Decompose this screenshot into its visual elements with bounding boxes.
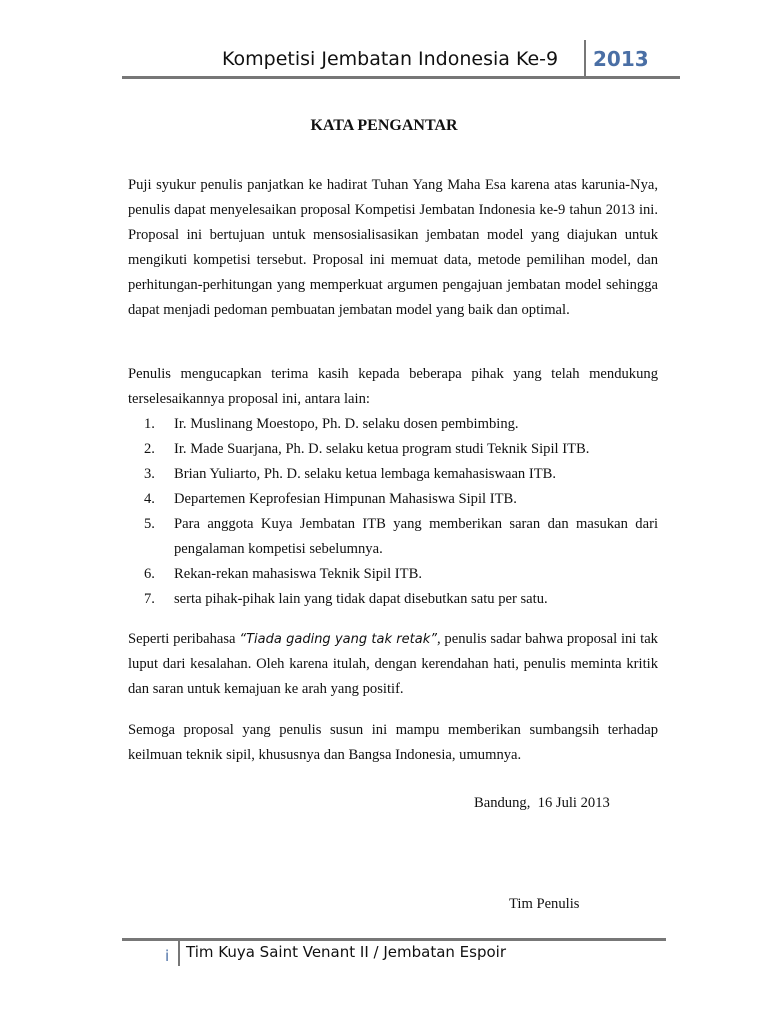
thanks-list (128, 412, 658, 612)
header-title: Kompetisi Jembatan Indonesia Ke-9 (222, 48, 559, 70)
paragraph-proverb (128, 627, 658, 702)
list-item (128, 437, 658, 462)
list-text: Departemen Keprofesian Himpunan Mahasiswa Sipil ITB. (174, 491, 517, 507)
footer-rule (122, 938, 666, 941)
list-text: Ir. Made Suarjana, Ph. D. selaku ketua program studi Teknik Sipil ITB. (174, 441, 590, 457)
proverb-lead: Seperti peribahasa (128, 631, 240, 647)
list-item (128, 587, 658, 612)
footer-separator (178, 940, 180, 966)
list-text: Ir. Muslinang Moestopo, Ph. D. selaku dosen pembimbing. (174, 416, 519, 432)
list-number: 1. (144, 416, 155, 432)
list-text: serta pihak-pihak lain yang tidak dapat disebutkan satu per satu. (174, 591, 548, 607)
proverb-rest: , penulis sadar bahwa proposal ini tak luput dari kesalahan. Oleh karena itulah, dengan kerendahan hati, penulis meminta kritik dan saran untuk kemajuan ke arah yang positif. (128, 631, 658, 697)
list-item (128, 562, 658, 587)
list-item (128, 412, 658, 437)
list-text: Para anggota Kuya Jembatan ITB yang memberikan saran dan masukan dari pengalaman kompetisi sebelumnya. (174, 516, 658, 557)
header-year: 2013 (593, 47, 649, 71)
footer-text: Tim Kuya Saint Venant II / Jembatan Espoir (186, 943, 506, 961)
place-date: Bandung, 16 Juli 2013 (474, 795, 610, 811)
list-number: 3. (144, 466, 155, 482)
header-rule (122, 76, 680, 79)
paragraph-intro: Puji syukur penulis panjatkan ke hadirat Tuhan Yang Maha Esa karena atas karunia-Nya, penulis dapat menyelesaikan proposal Kompetisi Jembatan Indonesia ke-9 tahun 2013 ini. Proposal ini bertujuan untuk mensosialisasikan jembatan model yang diajukan untuk mengikuti kompetisi tersebut. Proposal ini memuat data, metode pemilihan model, dan perhitungan-perhitungan yang memperkuat argumen pengajuan jembatan model sehingga dapat menjadi pedoman pembuatan jembatan model yang baik dan optimal. (128, 177, 658, 318)
list-number: 6. (144, 566, 155, 582)
paragraph-closing: Semoga proposal yang penulis susun ini mampu memberikan sumbangsih terhadap keilmuan teknik sipil, khususnya dan Bangsa Indonesia, umumnya. (128, 722, 658, 763)
list-text: Brian Yuliarto, Ph. D. selaku ketua lembaga kemahasiswaan ITB. (174, 466, 557, 482)
signature: Tim Penulis (509, 896, 580, 912)
list-text: Rekan-rekan mahasiswa Teknik Sipil ITB. (174, 566, 422, 582)
list-item (128, 462, 658, 487)
paragraph-thanks: Penulis mengucapkan terima kasih kepada beberapa pihak yang telah mendukung terselesaikannya proposal ini, antara lain: (128, 366, 658, 407)
list-item (128, 512, 658, 562)
list-item (128, 487, 658, 512)
page-number: i (165, 947, 170, 965)
proverb-quote: “Tiada gading yang tak retak” (239, 632, 437, 647)
list-number: 7. (144, 591, 155, 607)
list-number: 4. (144, 491, 155, 507)
page-title: KATA PENGANTAR (310, 117, 458, 134)
header-separator (584, 40, 586, 78)
list-number: 2. (144, 441, 155, 457)
list-number: 5. (144, 516, 155, 532)
